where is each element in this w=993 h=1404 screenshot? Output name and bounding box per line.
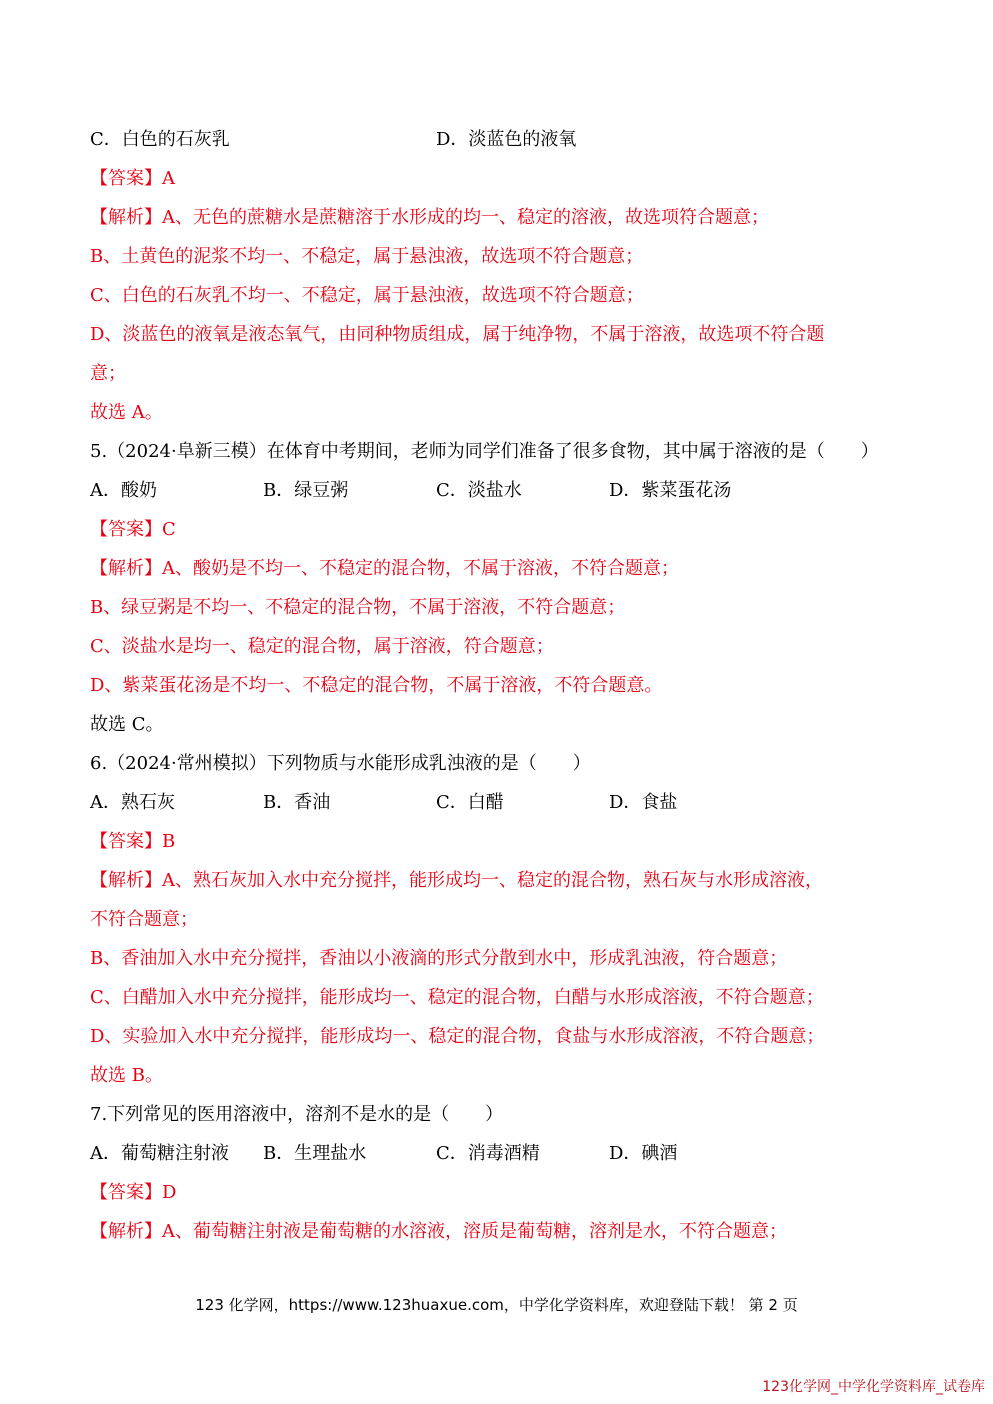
q4-analysis-line: 意； <box>90 363 126 384</box>
q7-analysis-line: 【解析】A、葡萄糖注射液是葡萄糖的水溶液，溶质是葡萄糖，溶剂是水，不符合题意； <box>90 1221 787 1242</box>
q4-option-d: D．淡蓝色的液氧 <box>436 129 577 150</box>
q7-option-d: D．碘酒 <box>609 1143 678 1164</box>
q6-analysis-line: B、香油加入水中充分搅拌，香油以小液滴的形式分散到水中，形成乳浊液，符合题意； <box>90 948 788 969</box>
q7-answer: 【答案】D <box>90 1182 177 1203</box>
q5-analysis-line: D、紫菜蛋花汤是不均一、不稳定的混合物，不属于溶液，不符合题意。 <box>90 675 663 696</box>
q5-conclusion: 故选 C。 <box>90 714 164 735</box>
page-footer: 123 化学网，https://www.123huaxue.com，中学化学资料库，欢迎登陆下载！ 第 2 页 <box>195 1296 798 1314</box>
q7-option-b: B．生理盐水 <box>263 1143 367 1164</box>
q4-option-c: C．白色的石灰乳 <box>90 129 230 150</box>
q6-analysis-line: D、实验加入水中充分搅拌，能形成均一、稳定的混合物，食盐与水形成溶液，不符合题意； <box>90 1026 825 1047</box>
q6-analysis-line: 【解析】A、熟石灰加入水中充分搅拌，能形成均一、稳定的混合物，熟石灰与水形成溶液， <box>90 870 823 891</box>
q6-option-c: C．白醋 <box>436 792 504 813</box>
q4-analysis-line: B、土黄色的泥浆不均一、不稳定，属于悬浊液，故选项不符合题意； <box>90 246 644 267</box>
q6-stem: 6.（2024·常州模拟）下列物质与水能形成乳浊液的是（ ） <box>90 753 591 774</box>
q5-analysis-line: C、淡盐水是均一、稳定的混合物，属于溶液，符合题意； <box>90 636 554 657</box>
q7-option-c: C．消毒酒精 <box>436 1143 540 1164</box>
q5-option-d: D．紫菜蛋花汤 <box>609 480 732 501</box>
q4-conclusion: 故选 A。 <box>90 402 163 423</box>
q6-analysis-line: 不符合题意； <box>90 909 198 930</box>
q7-option-a: A．葡萄糖注射液 <box>90 1143 229 1164</box>
q5-answer: 【答案】C <box>90 519 176 540</box>
q6-option-b: B．香油 <box>263 792 331 813</box>
q6-answer: 【答案】B <box>90 831 176 852</box>
q7-stem: 7.下列常见的医用溶液中，溶剂不是水的是（ ） <box>90 1104 504 1125</box>
q4-analysis-line: 【解析】A、无色的蔗糖水是蔗糖溶于水形成的均一、稳定的溶液，故选项符合题意； <box>90 207 769 228</box>
q4-answer: 【答案】A <box>90 168 175 189</box>
q6-option-d: D．食盐 <box>609 792 678 813</box>
q5-option-c: C．淡盐水 <box>436 480 522 501</box>
q5-analysis-line: 【解析】A、酸奶是不均一、不稳定的混合物，不属于溶液，不符合题意； <box>90 558 679 579</box>
q6-option-a: A．熟石灰 <box>90 792 175 813</box>
q4-analysis-line: C、白色的石灰乳不均一、不稳定，属于悬浊液，故选项不符合题意； <box>90 285 644 306</box>
q5-option-b: B．绿豆粥 <box>263 480 349 501</box>
q6-conclusion: 故选 B。 <box>90 1065 163 1086</box>
q5-analysis-line: B、绿豆粥是不均一、不稳定的混合物，不属于溶液，不符合题意； <box>90 597 626 618</box>
q4-analysis-line: D、淡蓝色的液氧是液态氧气，由同种物质组成，属于纯净物，不属于溶液，故选项不符合题 <box>90 324 825 345</box>
q6-analysis-line: C、白醋加入水中充分搅拌，能形成均一、稳定的混合物，白醋与水形成溶液，不符合题意； <box>90 987 824 1008</box>
watermark-text: 123化学网_中学化学资料库_试卷库 <box>762 1379 985 1395</box>
q5-stem: 5.（2024·阜新三模）在体育中考期间，老师为同学们准备了很多食物，其中属于溶液的是（ ） <box>90 441 879 462</box>
q5-option-a: A．酸奶 <box>90 480 157 501</box>
